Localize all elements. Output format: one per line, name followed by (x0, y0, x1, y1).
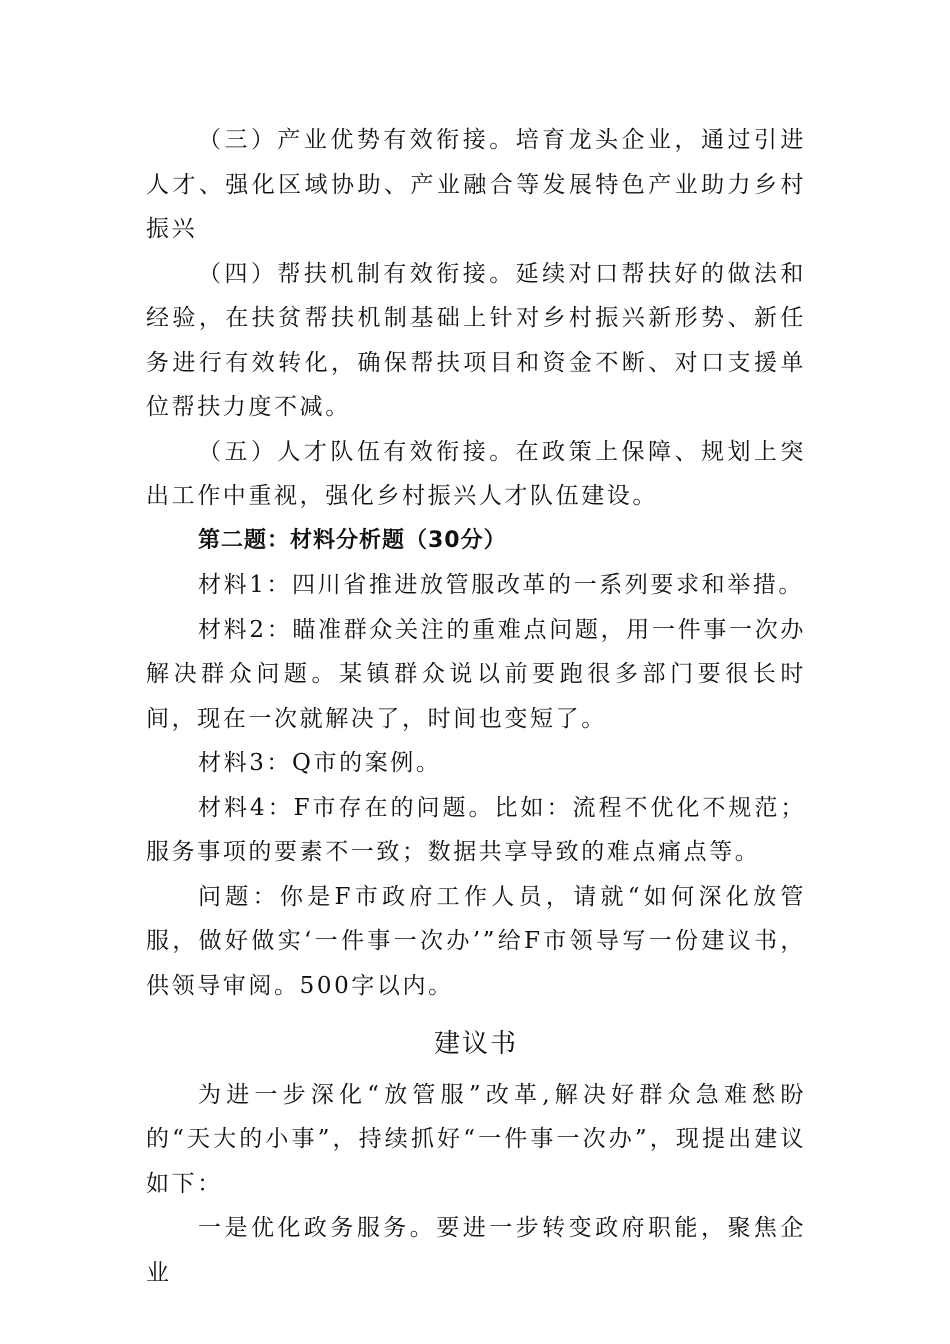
material-2: 材料2：瞄准群众关注的重难点问题，用一件事一次办解决群众问题。某镇群众说以前要跑很多部门要很长时间，现在一次就解决了，时间也变短了。 (146, 616, 806, 732)
document-page (146, 118, 806, 1295)
material-3: 材料3：Q市的案例。 (198, 750, 442, 776)
material-1: 材料1：四川省推进放管服改革的一系列要求和举措。 (198, 572, 805, 598)
proposal-point-1: 一是优化政务服务。要进一步转变政府职能，聚焦企业 (146, 1215, 806, 1286)
paragraph-industry-advantage: （三）产业优势有效衔接。培育龙头企业，通过引进人才、强化区域协助、产业融合等发展特色产业助力乡村振兴 (146, 127, 806, 242)
paragraph-assistance-mechanism: （四）帮扶机制有效衔接。延续对口帮扶好的做法和经验，在扶贫帮扶机制基础上针对乡村振兴新形势、新任务进行有效转化，确保帮扶项目和资金不断、对口支援单位帮扶力度不减。 (146, 260, 806, 420)
proposal-title: 建议书 (433, 1029, 518, 1059)
question-text: 问题：你是F市政府工作人员，请就“如何深化放管服，做好做实‘一件事一次办’”给F市领导写一份建议书，供领导审阅。500字以内。 (146, 883, 806, 999)
paragraph-talent-team: （五）人才队伍有效衔接。在政策上保障、规划上突出工作中重视，强化乡村振兴人才队伍建设。 (146, 438, 806, 509)
section-heading: 第二题：材料分析题（30分） (198, 527, 507, 553)
proposal-intro: 为进一步深化“放管服”改革,解决好群众急难愁盼的“天大的小事”，持续抓好“一件事一次办”，现提出建议如下： (146, 1081, 806, 1197)
material-4: 材料4：F市存在的问题。比如：流程不优化不规范；服务事项的要素不一致；数据共享导致的难点痛点等。 (146, 794, 806, 865)
